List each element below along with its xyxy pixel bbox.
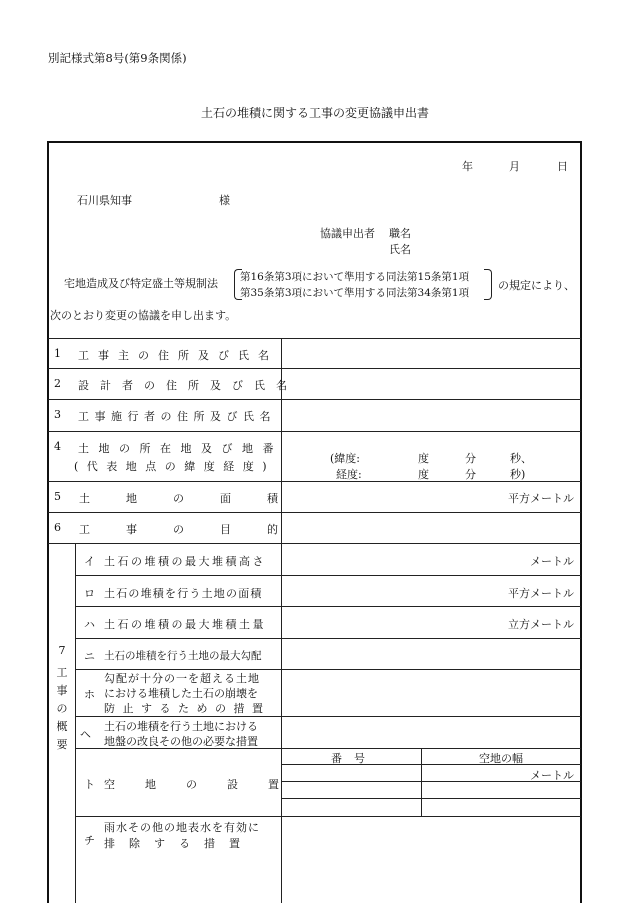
row-divider xyxy=(75,575,581,576)
to-col-width: 空地の幅 xyxy=(479,752,523,765)
position-label: 職名 xyxy=(389,227,411,240)
column-divider xyxy=(75,543,76,903)
item-ho-line-2: における堆積した土石の崩壊を xyxy=(104,687,258,700)
section-7-char: 事 xyxy=(56,684,68,697)
row-1-label xyxy=(78,347,278,363)
item-he-mark: ヘ xyxy=(80,728,91,741)
row-divider xyxy=(48,481,581,482)
lat-degree: 度 xyxy=(418,452,429,465)
item-i-label: 土石の堆積の最大堆積高さ xyxy=(104,555,266,568)
row-4-label-1: 土地の所在地及び地番 xyxy=(78,442,283,455)
row-4-label-2: (代表地点の緯度経度) xyxy=(74,460,276,473)
form-label: 別記様式第8号(第9条関係) xyxy=(48,51,187,65)
lon-degree: 度 xyxy=(418,468,429,481)
row-divider xyxy=(48,399,581,400)
addressee-suffix: 様 xyxy=(219,194,230,207)
date-day: 日 xyxy=(557,160,568,173)
item-ho-line-3: 防止するための措置 xyxy=(104,702,271,715)
row-2-label: 設計者の住所及び氏名 xyxy=(78,379,298,392)
row-divider xyxy=(75,606,581,607)
item-to-mark: ト xyxy=(84,778,95,791)
item-ro-label: 土石の堆積を行う土地の面積 xyxy=(104,587,263,600)
latitude-label: (緯度: xyxy=(330,452,360,465)
row-4-number: 4 xyxy=(54,440,61,453)
row-5-unit: 平方メートル xyxy=(508,492,574,505)
row-divider xyxy=(48,368,581,369)
date-year: 年 xyxy=(462,160,473,173)
row-divider xyxy=(75,716,581,717)
section-7-char: 工 xyxy=(56,666,68,679)
item-ho-line-1: 勾配が十分の一を超える土地 xyxy=(104,672,260,685)
clause-2: 第35条第3項において準用する同法第34条第1項 xyxy=(240,287,470,299)
lon-second: 秒) xyxy=(510,468,526,481)
lon-minute: 分 xyxy=(465,468,476,481)
column-divider xyxy=(421,748,422,816)
item-chi-line-2: 排除する措置 xyxy=(104,837,254,850)
column-divider xyxy=(281,338,282,903)
row-divider xyxy=(48,543,581,544)
item-ro-mark: ロ xyxy=(84,587,95,600)
item-he-line-1: 土石の堆積を行う土地における xyxy=(104,720,258,733)
item-to-label: 空地の設置 xyxy=(104,778,309,791)
clause-1: 第16条第3項において準用する同法第15条第1項 xyxy=(240,271,470,283)
addressee: 石川県知事 xyxy=(77,194,132,207)
row-5-label: 土地の面積 xyxy=(79,492,314,505)
item-chi-line-1: 雨水その他の地表水を有効に xyxy=(104,821,260,834)
row-divider xyxy=(75,816,581,817)
item-ro-unit: 平方メートル xyxy=(508,587,574,600)
law-suffix: の規定により、 xyxy=(498,279,575,292)
row-6-number: 6 xyxy=(54,521,61,534)
longitude-label: 経度: xyxy=(336,468,362,481)
item-i-mark: イ xyxy=(84,555,95,568)
row-divider xyxy=(48,512,581,513)
section-7-char: 要 xyxy=(56,738,68,751)
law-name: 宅地造成及び特定盛土等規制法 xyxy=(64,277,218,290)
row-6-label: 工事の目的 xyxy=(79,523,314,536)
section-7-char: 概 xyxy=(56,720,68,733)
date-month: 月 xyxy=(509,160,520,173)
row-1-number: 1 xyxy=(54,347,61,360)
item-ni-mark: ニ xyxy=(84,650,95,663)
row-divider xyxy=(75,638,581,639)
row-3-label: 工事施行者の住所及び氏名 xyxy=(78,410,276,423)
row-divider xyxy=(48,431,581,432)
lat-minute: 分 xyxy=(465,452,476,465)
row-5-number: 5 xyxy=(54,490,61,503)
item-ho-mark: ホ xyxy=(84,688,95,701)
row-divider xyxy=(48,338,581,339)
row-divider xyxy=(281,764,581,765)
to-col-number: 番号 xyxy=(331,752,377,765)
item-he-line-2: 地盤の改良その他の必要な措置 xyxy=(104,735,258,748)
row-divider xyxy=(281,798,581,799)
name-label: 氏名 xyxy=(389,243,411,256)
section-7-char: の xyxy=(56,702,68,715)
applicant-label: 協議申出者 xyxy=(320,227,375,240)
item-ha-label: 土石の堆積の最大堆積土量 xyxy=(104,618,266,631)
item-ni-label: 土石の堆積を行う土地の最大勾配 xyxy=(104,650,262,662)
statement: 次のとおり変更の協議を申し出ます。 xyxy=(50,309,237,322)
right-brace xyxy=(484,269,492,300)
row-2-number: 2 xyxy=(54,377,61,390)
to-unit: メートル xyxy=(530,769,574,782)
item-ha-mark: ハ xyxy=(84,618,95,631)
row-1-label-text: 工事主の住所及び氏名 xyxy=(78,349,278,362)
item-chi-mark: チ xyxy=(84,834,95,847)
document-title: 土石の堆積に関する工事の変更協議申出書 xyxy=(200,106,429,120)
item-ha-unit: 立方メートル xyxy=(508,618,574,631)
row-3-number: 3 xyxy=(54,408,61,421)
lat-second: 秒、 xyxy=(510,452,532,465)
item-i-unit: メートル xyxy=(530,555,574,568)
section-7-number: 7 xyxy=(58,644,66,657)
